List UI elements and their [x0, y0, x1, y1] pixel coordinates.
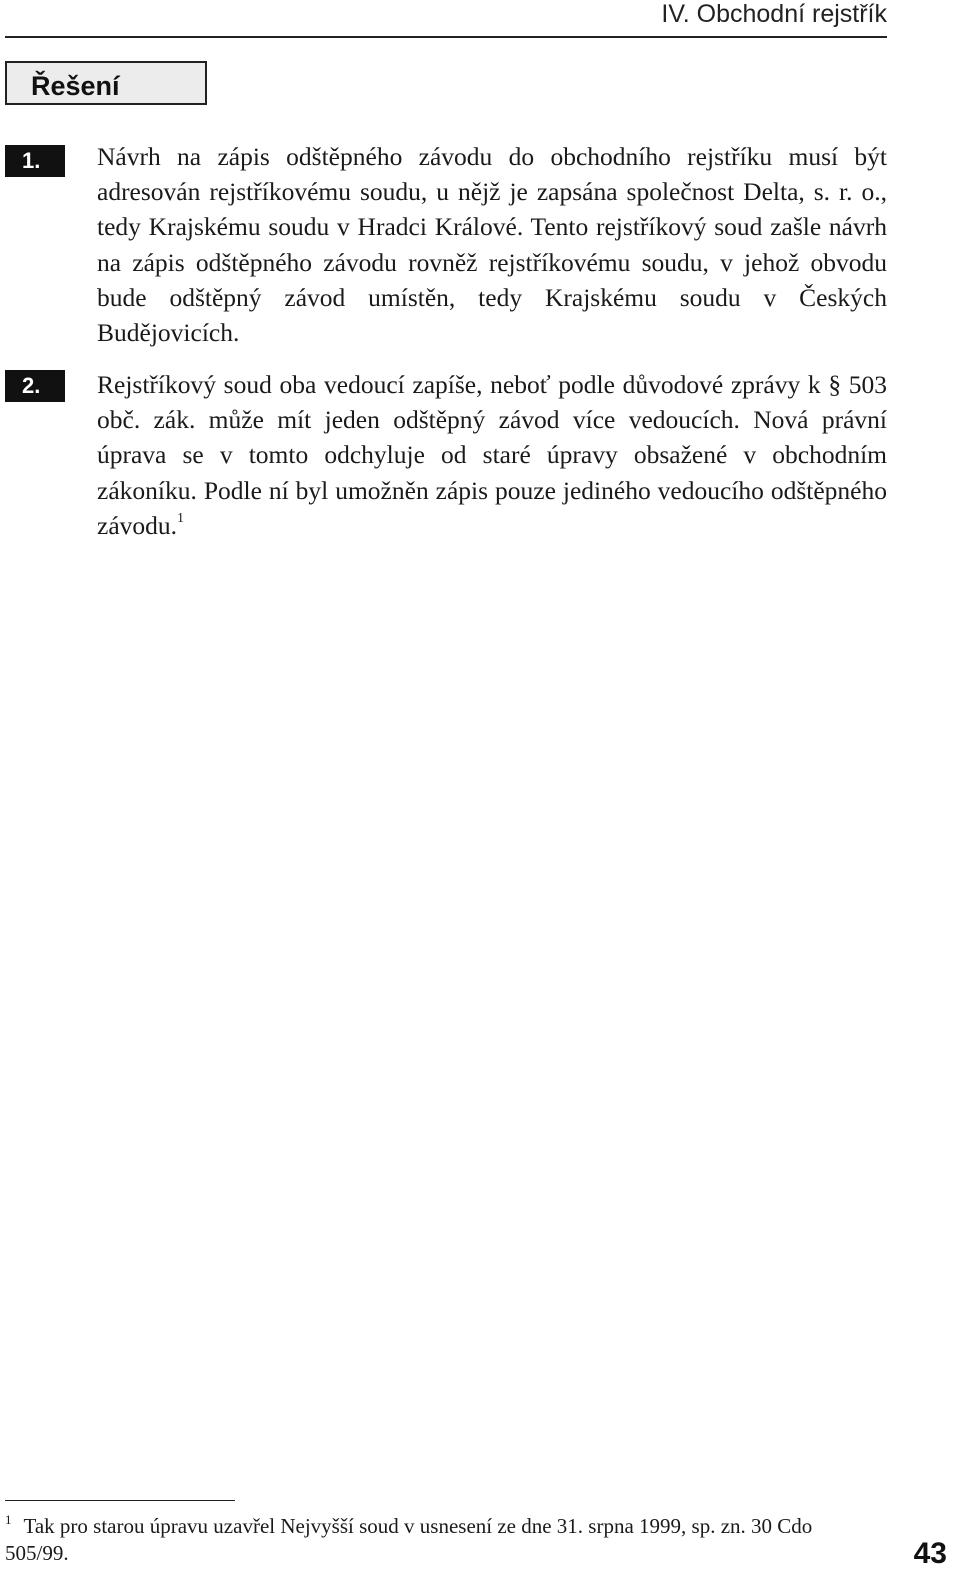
page-number: 43	[913, 1537, 947, 1570]
running-header: IV. Obchodní rejstřík	[661, 0, 887, 28]
section-title: Řešení	[5, 61, 207, 105]
item-number-2: 2.	[5, 370, 65, 402]
footnote-rule	[5, 1500, 235, 1501]
item-number-1: 1.	[5, 145, 65, 177]
footnote-text: Tak pro starou úpravu uzavřel Nejvyšší soud v usnesení ze dne 31. srpna 1999, sp. zn. 30 Cdo 505/99.	[5, 1514, 813, 1565]
item-text-1: Návrh na zápis odštěpného závodu do obchodního rejstříku musí být adresován rejstříkovému soudu, u nějž je zapsána společnost Delta, s. r. o., tedy Krajskému soudu v Hradci Králové. Tento rejstříkový soud zašle návrh na zápis odštěpného závodu rovněž rejstříkovému soudu, v jehož obvodu bude odštěpný závod umístěn, tedy Krajskému soudu v Českých Budějovicích.	[97, 142, 887, 348]
item-text-2	[97, 367, 887, 543]
footnote-mark: 1	[5, 1512, 12, 1527]
item-text-2-body: Rejstříkový soud oba vedoucí zapíše, neboť podle důvodové zprávy k § 503 obč. zák. může mít jeden odštěpný závod více vedoucích. Nová právní úprava se v tomto odchyluje od staré úpravy obsažené v obchodním zákoníku. Podle ní byl umožněn zápis pouze jediného vedoucího odštěpného závodu.	[97, 370, 887, 540]
footnote	[5, 1513, 875, 1567]
footnote-reference: 1	[177, 510, 185, 526]
header-rule	[5, 36, 887, 38]
